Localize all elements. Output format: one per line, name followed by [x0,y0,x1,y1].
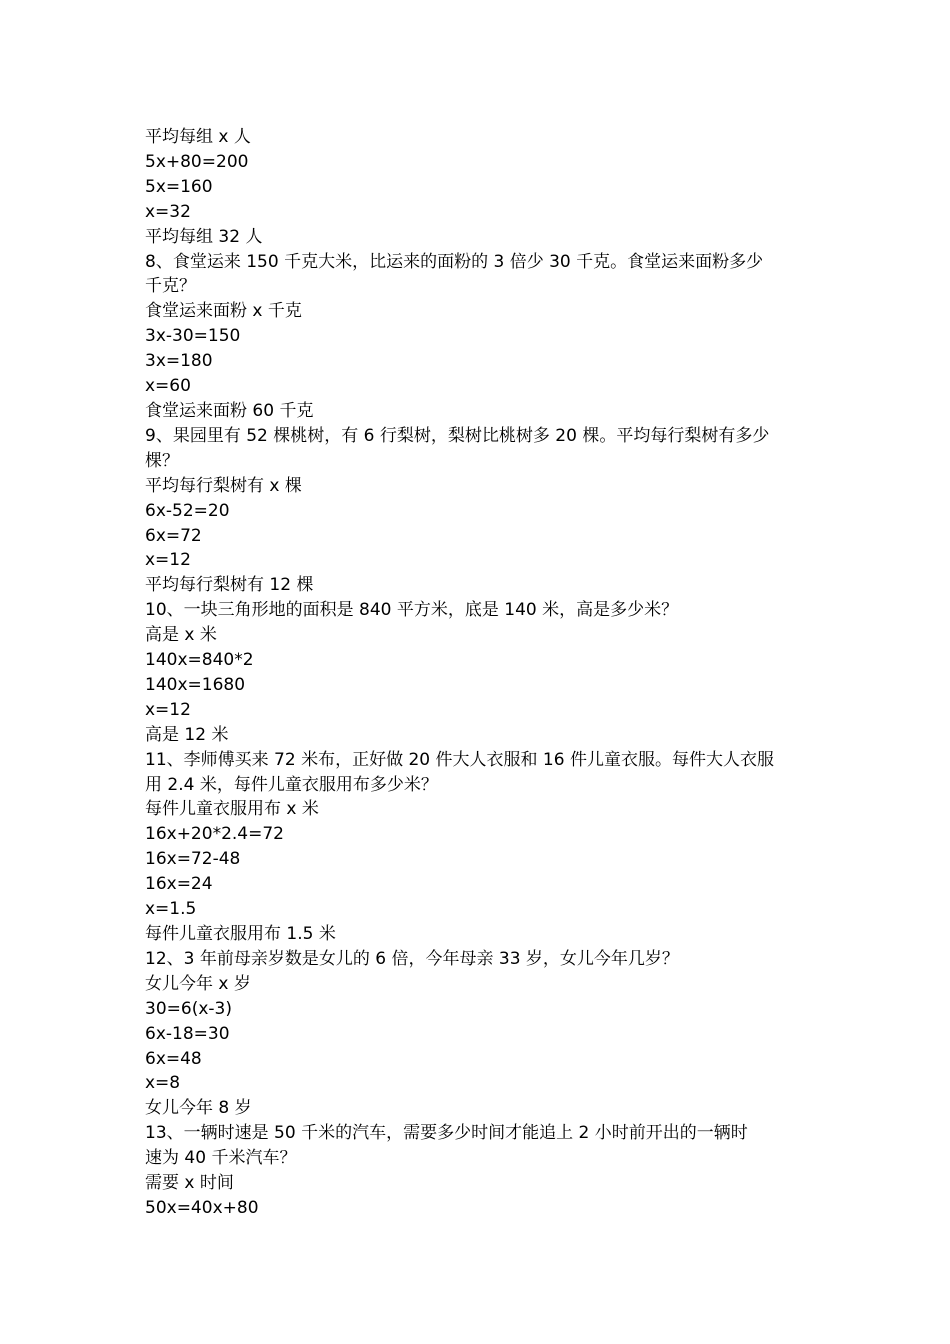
text-line: 3x-30=150 [145,326,241,347]
text-line: 食堂运来面粉 x 千克 [145,301,302,322]
text-line: 16x=24 [145,874,213,895]
text-line: 6x-18=30 [145,1023,230,1044]
text-line: 高是 12 米 [145,724,229,745]
text-line: 10、一块三角形地的面积是 840 平方米，底是 140 米，高是多少米？ [145,600,679,621]
text-line: x=8 [145,1073,181,1094]
text-line: 3x=180 [145,351,213,372]
text-line: 平均每组 x 人 [145,127,251,147]
text-line: 速为 40 千米汽车？ [145,1148,297,1169]
text-line: 食堂运来面粉 60 千克 [145,400,314,421]
text-line: 9、果园里有 52 棵桃树，有 6 行梨树，梨树比桃树多 20 棵。平均每行梨树有多少 [145,425,770,446]
text-line: 女儿今年 x 岁 [145,973,251,994]
text-line: 6x=48 [145,1048,202,1069]
text-line: 50x=40x+80 [145,1197,259,1218]
text-line: 12、3 年前母亲岁数是女儿的 6 倍，今年母亲 33 岁，女儿今年几岁？ [145,948,679,969]
text-line: 13、一辆时速是 50 千米的汽车，需要多少时间才能追上 2 小时前开出的一辆时 [145,1123,748,1144]
text-line: x=12 [145,550,191,571]
text-line: x=1.5 [145,899,197,920]
text-line: 用 2.4 米，每件儿童衣服用布多少米？ [145,774,438,795]
text-line: 140x=1680 [145,674,246,695]
text-line: 8、食堂运来 150 千克大米，比运来的面粉的 3 倍少 30 千克。食堂运来面粉多少 [145,251,764,272]
text-line: 高是 x 米 [145,625,217,646]
text-line: 每件儿童衣服用布 x 米 [145,799,319,820]
text-line: x=32 [145,201,191,222]
text-line: 16x+20*2.4=72 [145,824,284,845]
text-line: 每件儿童衣服用布 1.5 米 [145,924,336,944]
document-body [145,125,815,1221]
text-line: 6x=72 [145,525,202,546]
text-line: 需要 x 时间 [145,1173,234,1194]
text-line: 平均每行梨树有 x 棵 [145,475,302,496]
text-line: 平均每组 32 人 [145,226,263,247]
text-line: 140x=840*2 [145,650,254,671]
text-line: x=12 [145,699,191,720]
text-line: 11、李师傅买来 72 米布，正好做 20 件大人衣服和 16 件儿童衣服。每件大人衣服 [145,749,774,770]
text-line: 5x+80=200 [145,151,249,172]
text-line: 16x=72-48 [145,849,241,870]
text-line: 平均每行梨树有 12 棵 [145,575,314,596]
text-line: 千克？ [145,276,196,297]
text-line: x=60 [145,376,191,397]
text-line: 棵？ [145,450,179,471]
text-line: 30=6(x-3) [145,998,232,1019]
text-line: 5x=160 [145,176,213,197]
text-line: 6x-52=20 [145,500,230,521]
text-line: 女儿今年 8 岁 [145,1098,252,1119]
